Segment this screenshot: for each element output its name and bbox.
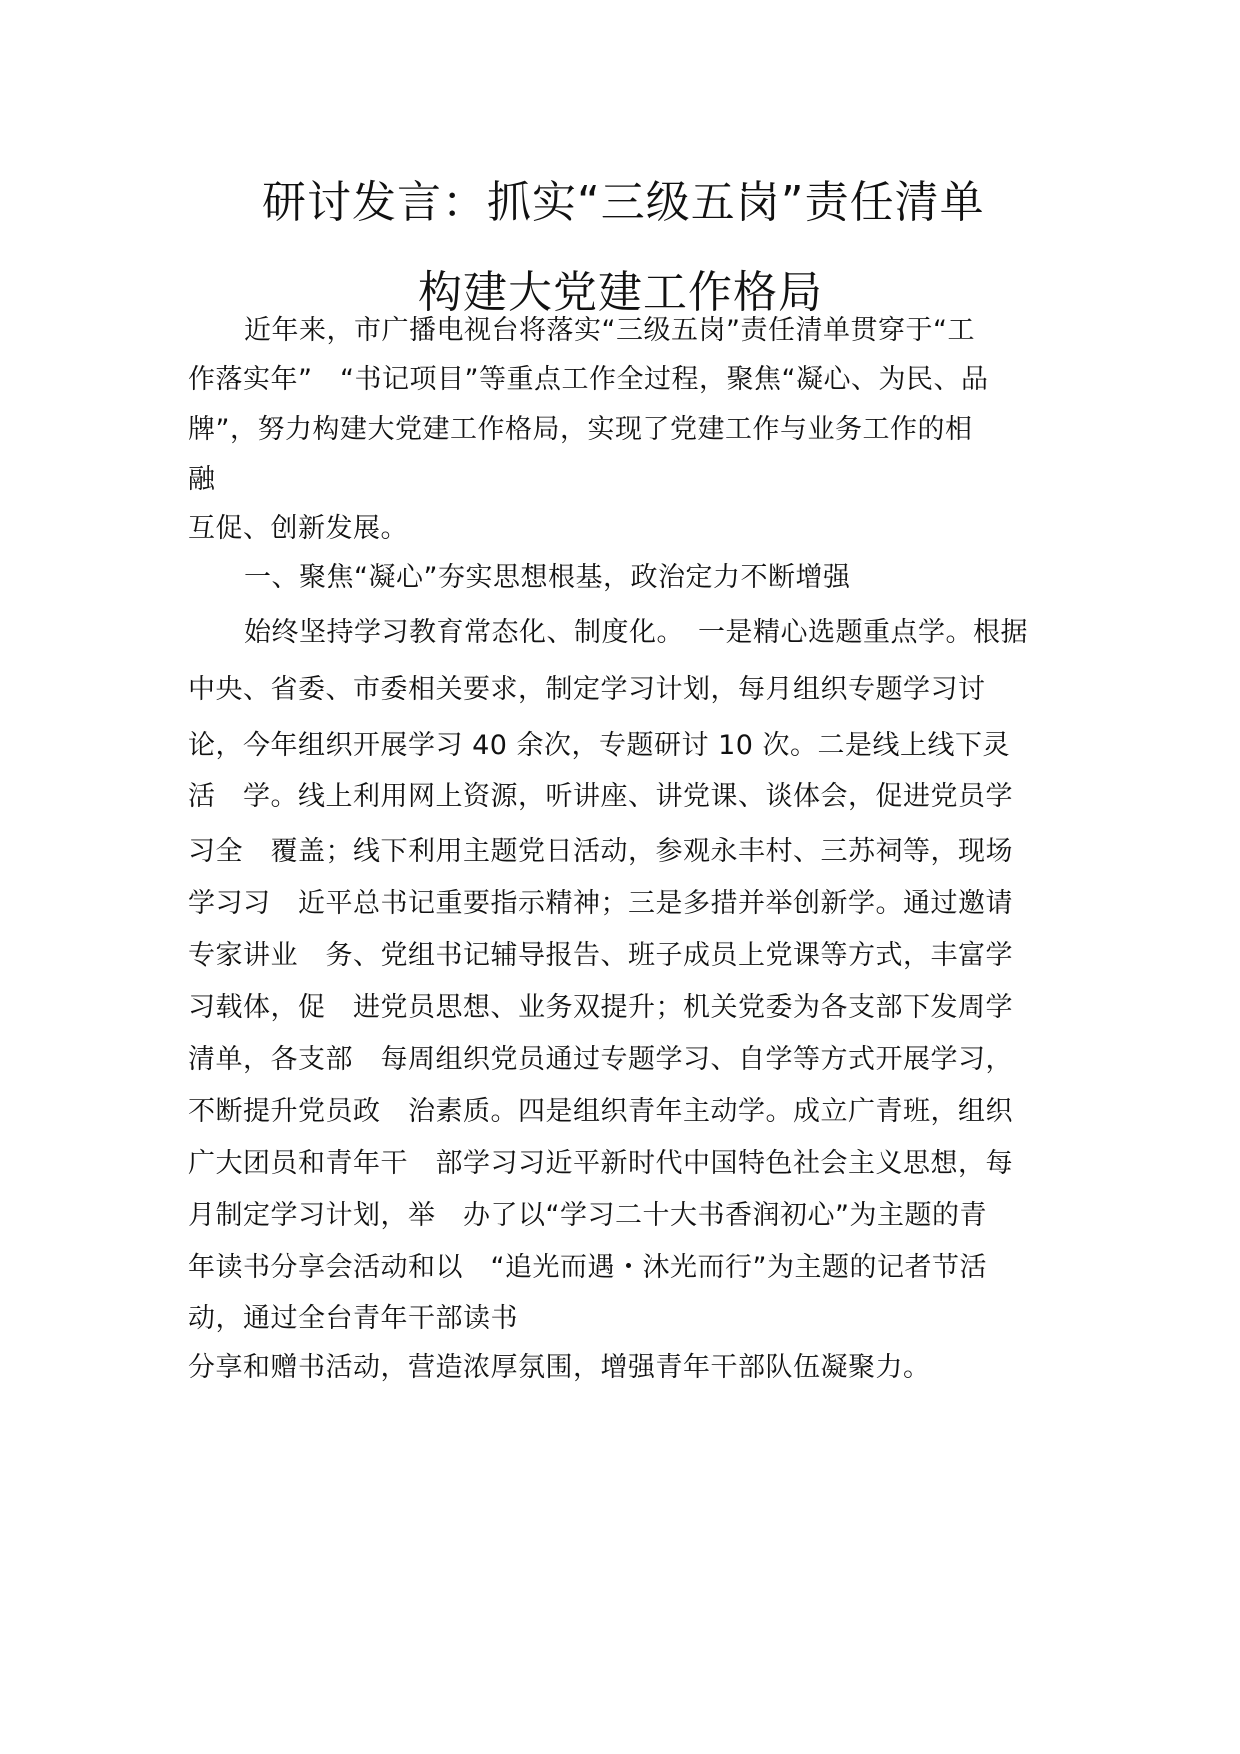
body-line: 分享和赠书活动，营造浓厚氛围，增强青年干部队伍凝聚力。 <box>188 1352 931 1383</box>
intro-line: 牌”，努力构建大党建工作格局，实现了党建工作与业务工作的相 <box>188 414 973 445</box>
body-line: 论，今年组织开展学习 40 余次，专题研讨 10 次。二是线上线下灵 <box>188 730 1011 761</box>
section-heading: 一、聚焦“凝心”夯实思想根基，政治定力不断增强 <box>244 562 851 593</box>
intro-line: 近年来，市广播电视台将落实“三级五岗”责任清单贯穿于“工 <box>244 315 975 346</box>
body-line: 中央、省委、市委相关要求，制定学习计划，每月组织专题学习讨 <box>188 674 986 705</box>
intro-line: 互促、创新发展。 <box>188 513 408 544</box>
intro-line: 融 <box>188 464 216 495</box>
intro-line: 作落实年” “书记项目”等重点工作全过程，聚焦“凝心、为民、品 <box>188 364 989 395</box>
document-title-line-2: 构建大党建工作格局 <box>418 267 823 318</box>
body-line: 活 学。线上利用网上资源，听讲座、讲党课、谈体会，促进党员学 <box>188 781 1013 812</box>
body-line: 年读书分享会活动和以 “追光而遇・沐光而行”为主题的记者节活 <box>188 1252 987 1283</box>
body-line: 习载体，促 进党员思想、业务双提升；机关党委为各支部下发周学 <box>188 992 1013 1023</box>
body-line: 专家讲业 务、党组书记辅导报告、班子成员上党课等方式，丰富学 <box>188 940 1013 971</box>
body-line: 始终坚持学习教育常态化、制度化。 一是精心选题重点学。根据 <box>244 617 1028 648</box>
body-line: 习全 覆盖；线下利用主题党日活动，参观永丰村、三苏祠等，现场 <box>188 836 1013 867</box>
body-line: 清单，各支部 每周组织党员通过专题学习、自学等方式开展学习， <box>188 1044 1013 1075</box>
document-title-line-1: 研讨发言：抓实“三级五岗”责任清单 <box>262 177 985 228</box>
body-line: 广大团员和青年干 部学习习近平新时代中国特色社会主义思想，每 <box>188 1148 1013 1179</box>
body-line: 学习习 近平总书记重要指示精神；三是多措并举创新学。通过邀请 <box>188 888 1013 919</box>
body-line: 动，通过全台青年干部读书 <box>188 1303 518 1334</box>
body-line: 不断提升党员政 治素质。四是组织青年主动学。成立广青班，组织 <box>188 1096 1013 1127</box>
body-line: 月制定学习计划，举 办了以“学习二十大书香润初心”为主题的青 <box>188 1200 987 1231</box>
